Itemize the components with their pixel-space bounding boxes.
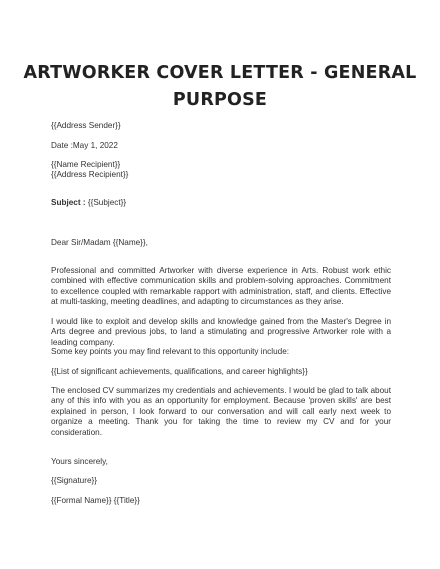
paragraph-goal: I would like to exploit and develop skills and knowledge gained from the Master's Degree in Arts degree and previous jobs, to land a stimulating and progressive Artworker role with a leading company. [51,317,391,347]
subject-line [51,198,126,208]
date-line [51,141,118,151]
paragraph-intro: Professional and committed Artworker with diverse experience in Arts. Robust work ethic combined with effective communication skills and problem-solving approaches. Commitment to excellence coupled with remarkable rapport with administration, staff, and clients. Effective at multi-tasking, meeting deadlines, and adapting to circumstances as they arise. [51,266,391,307]
title-line-1: ARTWORKER COVER LETTER - GENERAL [23,63,417,83]
date-value: May 1, 2022 [72,141,118,150]
title-line-2: PURPOSE [172,90,268,110]
date-label: Date : [51,141,73,150]
address-recipient: {{Address Recipient}} [51,170,129,179]
paragraph-key-points: Some key points you may find relevant to this opportunity include: [51,347,290,356]
paragraph-achievements: {{List of significant achievements, qualifications, and career highlights}} [51,367,308,376]
closing: Yours sincerely, [51,457,108,466]
address-sender: {{Address Sender}} [51,121,121,130]
salutation: Dear Sir/Madam {{Name}}, [51,238,148,247]
paragraph-closing-body: The enclosed CV summarizes my credentials and achievements. I would be glad to talk about any of this info with you as an opportunity for employment. Because 'proven skills' are best explained in person, I look forward to our conversation and will call early next week to organize a meeting. Thank you for taking the time to review my CV and for your consideration. [51,386,391,437]
name-recipient: {{Name Recipient}} [51,160,121,169]
document-title [20,60,420,114]
formal-name-title: {{Formal Name}} {{Title}} [51,496,140,505]
subject-value: {{Subject}} [85,198,127,207]
signature: {{Signature}} [51,476,97,485]
subject-label: Subject : [51,198,86,207]
